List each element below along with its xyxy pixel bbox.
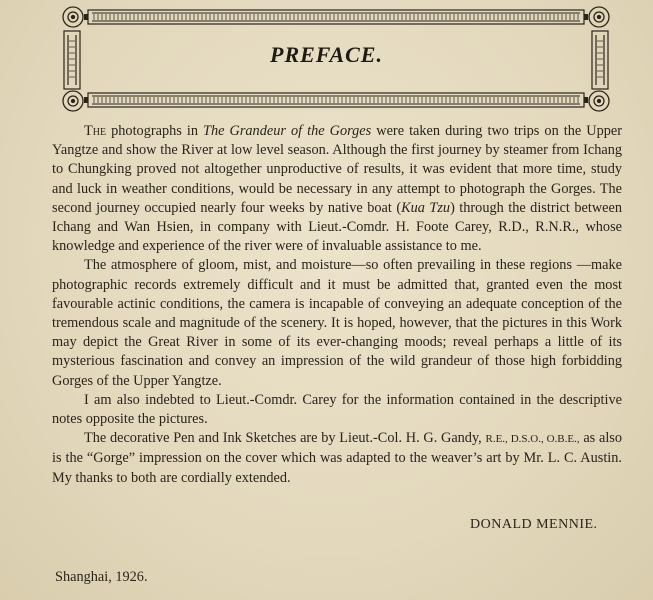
paragraph-3: I am also indebted to Lieut.-Comdr. Carey for the information contained in the descriptive notes opposite the pictures.	[52, 391, 622, 428]
paragraph-4-text-b: as also is the “Gorge” impression on the cover which was adapted to the weaver’s art by Mr. L. C. Austin. My thanks to both are cordially extended.	[52, 430, 622, 486]
preface-body	[52, 122, 622, 488]
honours-text: R.E., D.S.O., O.B.E.,	[485, 433, 580, 446]
paragraph-2: The atmosphere of gloom, mist, and moisture—so often prevailing in these regions —make photographic records extremely difficult and it must be admitted that, granted even the most favourable actinic conditions, the camera is incapable of conveying an adequate conception of the tremendous scale and magnitude of the scenery. It is hoped, however, that the pictures in this Work may depict the Great River in some of its ever-changing moods; reveal perhaps a little of its mysterious fascination and convey an impression of the wild grandeur of those high forbidding Gorges of the Upper Yangtze.	[52, 257, 622, 389]
paragraph-4-text-a: The decorative Pen and Ink Sketches are by Lieut.-Col. H. G. Gandy,	[84, 430, 486, 447]
paragraph-1	[52, 122, 622, 256]
paragraph-4	[52, 429, 622, 488]
paragraph-1-text-b: were taken during two trips on the Upper Yangtze and show the River at low level season. Although the first journey by steamer from Ichang to Chungking proved not altogether unproductive of results, it was evident that more time, study and luck in weather conditions, would be necessary in any attempt to photograph the Gorges. The second journey occupied nearly four weeks by native boat (	[52, 123, 623, 216]
paragraph-1-text-a: photographs in	[106, 123, 204, 139]
paragraph-1-text-c: ) through the district between Ichang and Wan Hsien, in company with Lieut.-Comdr. H. Foote Carey, R.D., R.N.R., whose knowledge and experience of the river were of invaluable assistance to me.	[52, 199, 622, 255]
paragraph-lead-word: The	[84, 123, 107, 139]
signature: DONALD MENNIE.	[470, 517, 598, 532]
book-title: The Grandeur of the Gorges	[203, 123, 372, 139]
page-title: PREFACE.	[270, 42, 383, 67]
place-date: Shanghai, 1926.	[55, 569, 148, 585]
boat-name: Kua Tzu	[401, 199, 451, 216]
